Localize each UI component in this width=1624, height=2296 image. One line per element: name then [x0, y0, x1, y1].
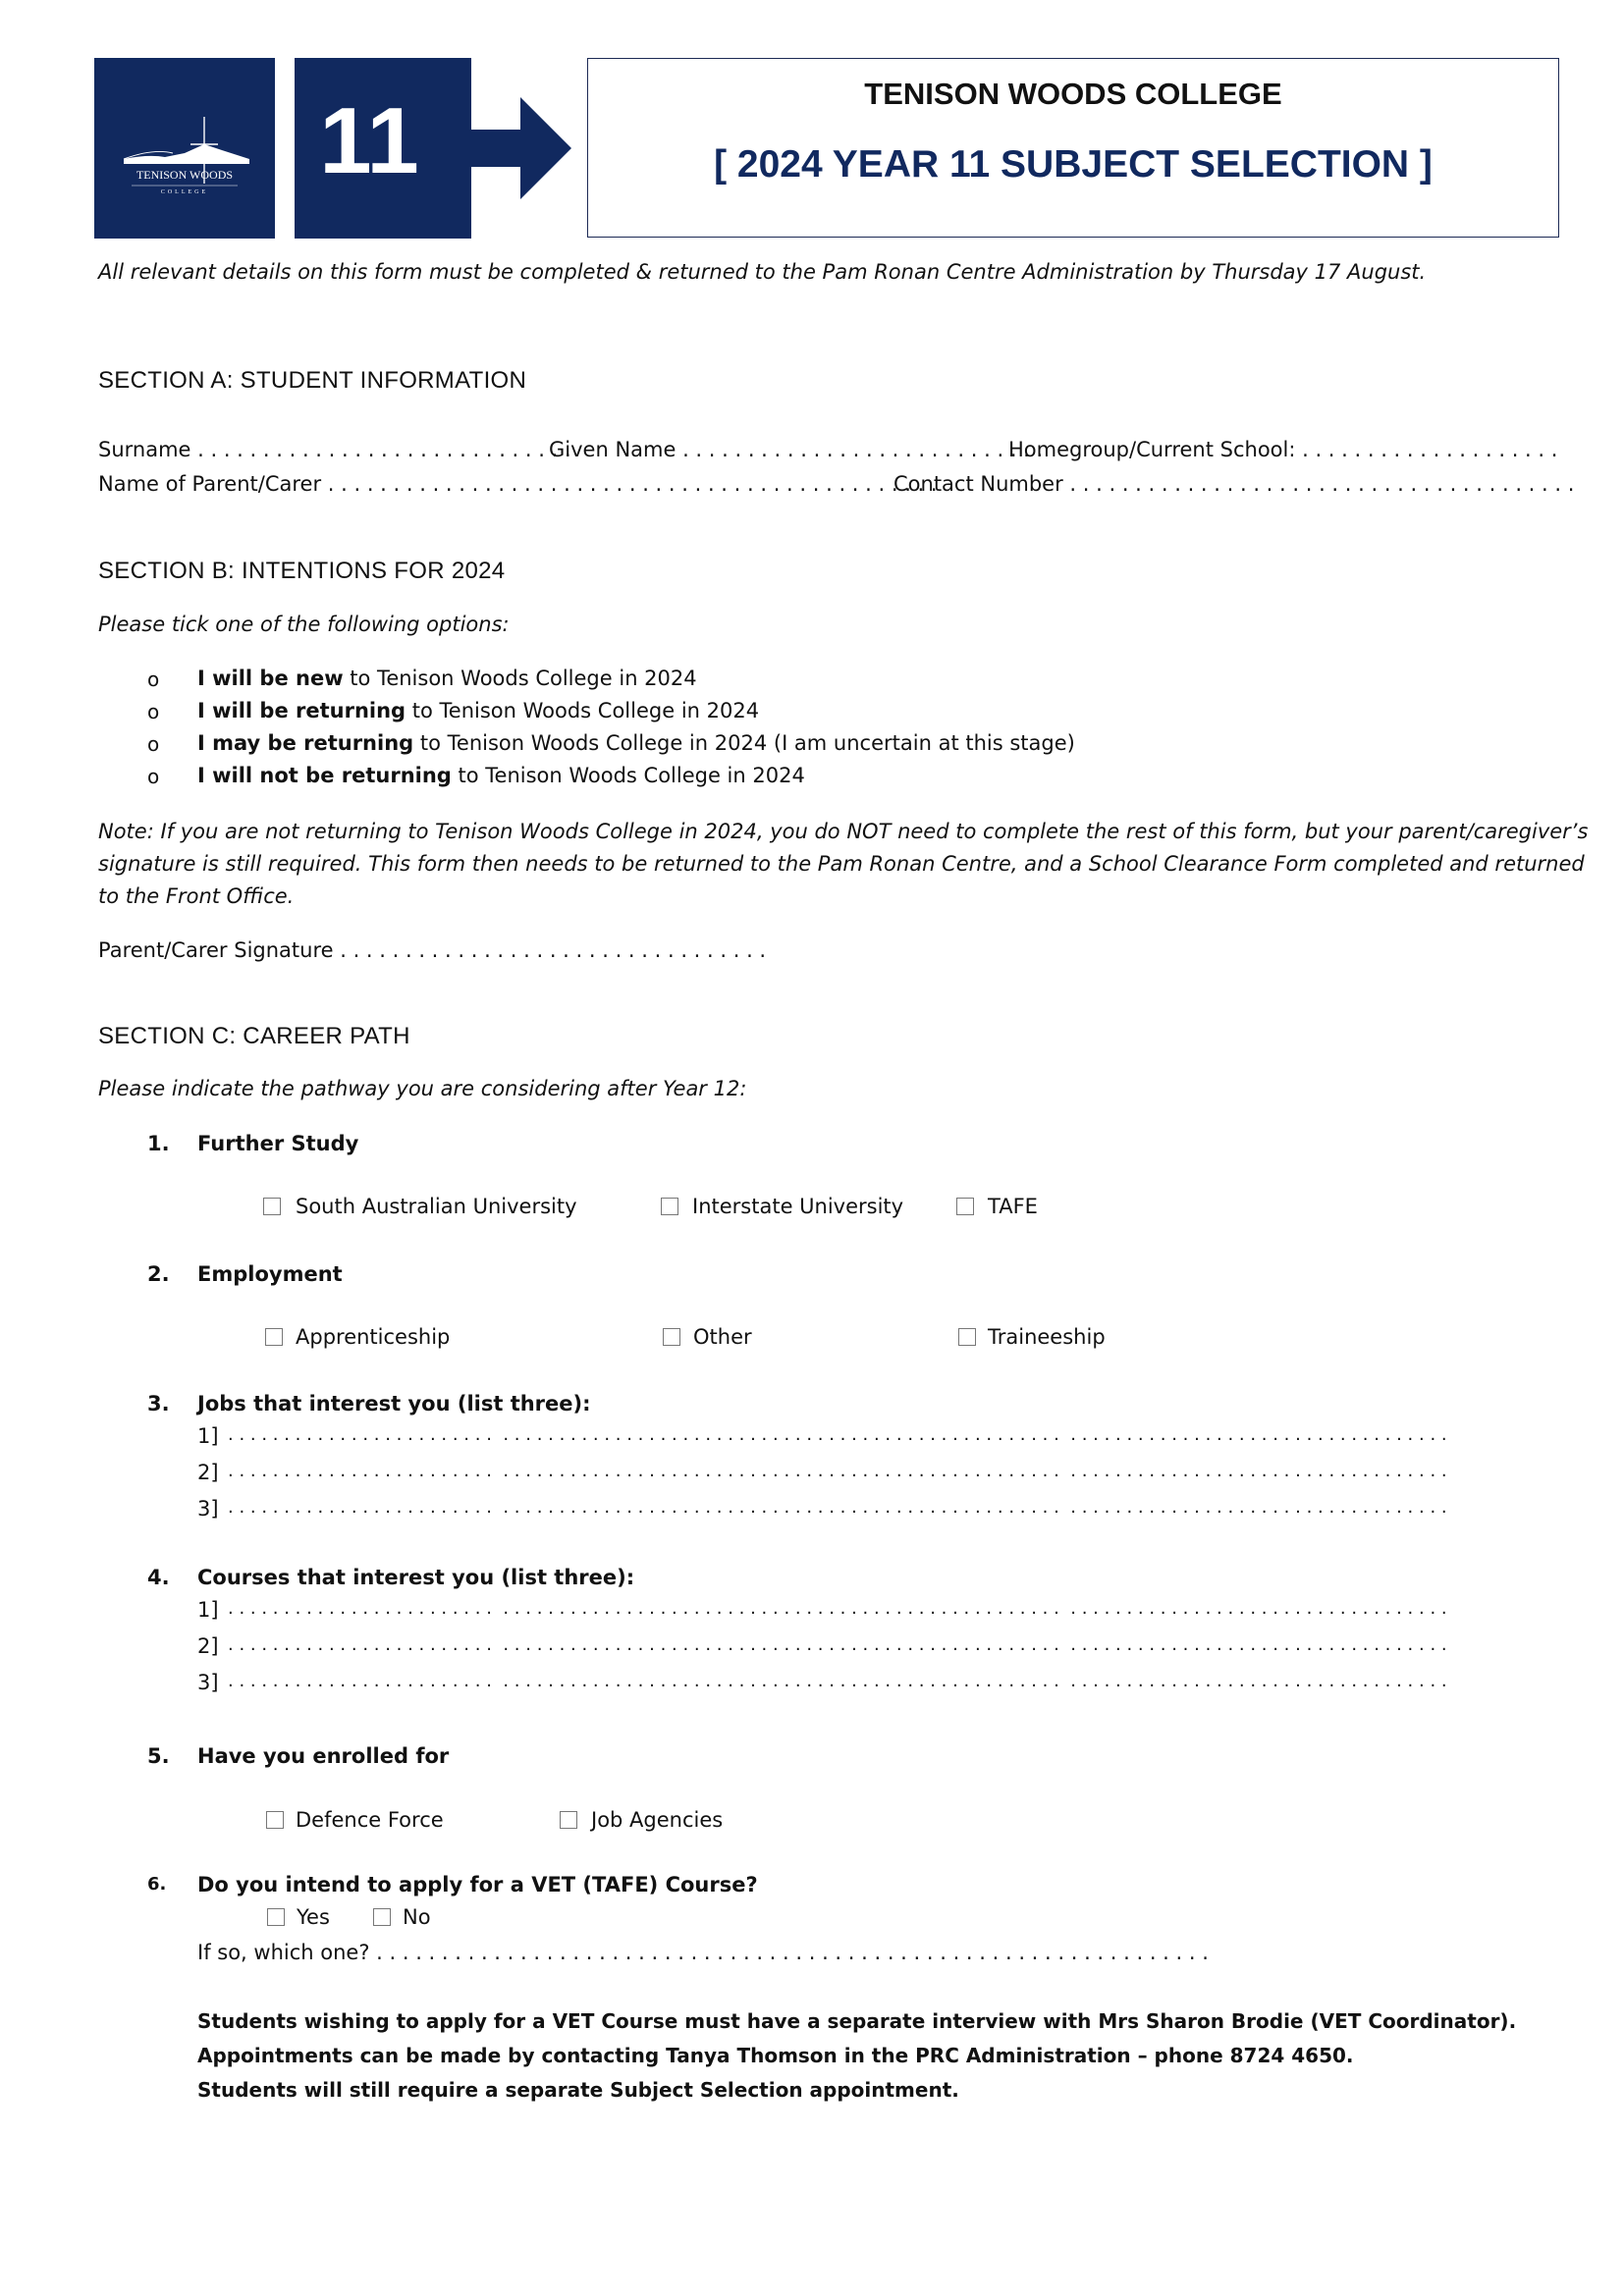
form-title: [ 2024 YEAR 11 SUBJECT SELECTION ] [714, 143, 1433, 186]
question-number: 6. [147, 1874, 167, 1895]
checkbox-label: TAFE [988, 1195, 1038, 1218]
section-a-heading: SECTION A: STUDENT INFORMATION [98, 367, 527, 394]
course-line[interactable]: . . . . . . . . . . . . . . . . . . . . . . . . . . . . . . . . . . . . . . . . . . . . . . . . . . . . . . . . . . . . . . . . . . . . . . . . . . . . . . . . . . . . . . . . . . . . . . . . . . . . . . . . . . . . [228, 1598, 1447, 1619]
parent-name-field[interactable]: Name of Parent/Carer . . . . . . . . . . . . . . . . . . . . . . . . . . . . . . . . . . . . . . . . . . . . . . . [98, 472, 938, 496]
checkbox-label: Job Agencies [591, 1808, 724, 1832]
vet-question-label: Do you intend to apply for a VET (TAFE) Course? [197, 1873, 758, 1896]
question-number: 3. [147, 1392, 170, 1415]
list-index: 2] [197, 1461, 219, 1484]
checkbox[interactable] [663, 1328, 680, 1346]
question-number: 5. [147, 1744, 170, 1768]
checkbox[interactable] [373, 1908, 391, 1926]
title-box [587, 58, 1559, 238]
question-number: 1. [147, 1132, 170, 1155]
section-b-heading: SECTION B: INTENTIONS FOR 2024 [98, 558, 506, 584]
checkbox-label: No [403, 1905, 431, 1929]
logo-text: TENISON WOODS [135, 168, 234, 182]
job-line[interactable]: . . . . . . . . . . . . . . . . . . . . . . . . . . . . . . . . . . . . . . . . . . . . . . . . . . . . . . . . . . . . . . . . . . . . . . . . . . . . . . . . . . . . . . . . . . . . . . . . . . . . . . . . . . . . [228, 1461, 1447, 1481]
option-bold: I will be new [197, 667, 344, 690]
college-name: TENISON WOODS COLLEGE [864, 77, 1282, 111]
further-study-label: Further Study [197, 1132, 359, 1155]
note-line: signature is still required. This form then needs to be returned to the Pam Ronan Centre, and a School Clearance Form completed and returned [98, 852, 1585, 876]
vet-note: Appointments can be made by contacting Tanya Thomson in the PRC Administration – phone 8724 4650. [197, 2044, 1354, 2067]
checkbox-label: South Australian University [296, 1195, 577, 1218]
option-bold: I may be returning [197, 731, 414, 755]
checkbox[interactable] [266, 1811, 284, 1829]
option-text: to Tenison Woods College in 2024 [343, 667, 697, 690]
option-bullet[interactable]: o [147, 700, 160, 723]
list-index: 1] [197, 1598, 219, 1622]
checkbox[interactable] [956, 1198, 974, 1215]
checkbox-label: Traineeship [988, 1325, 1106, 1349]
checkbox-label: Apprenticeship [296, 1325, 451, 1349]
vet-note: Students wishing to apply for a VET Course must have a separate interview with Mrs Sharon Brodie (VET Coordinator). [197, 2009, 1517, 2033]
option-not-returning [197, 764, 805, 787]
checkbox[interactable] [661, 1198, 678, 1215]
employment-label: Employment [197, 1262, 343, 1286]
enrolled-label: Have you enrolled for [197, 1744, 450, 1768]
checkbox-label: Yes [297, 1905, 330, 1929]
job-line[interactable]: . . . . . . . . . . . . . . . . . . . . . . . . . . . . . . . . . . . . . . . . . . . . . . . . . . . . . . . . . . . . . . . . . . . . . . . . . . . . . . . . . . . . . . . . . . . . . . . . . . . . . . . . . . . . [228, 1424, 1447, 1445]
checkbox-label: Defence Force [296, 1808, 444, 1832]
vet-course-field[interactable]: If so, which one? . . . . . . . . . . . . . . . . . . . . . . . . . . . . . . . . . . . . . . . . . . . . . . . . . . . . . . . . . . . . . . . . [197, 1941, 1209, 1964]
option-bullet[interactable]: o [147, 732, 160, 756]
course-line[interactable]: . . . . . . . . . . . . . . . . . . . . . . . . . . . . . . . . . . . . . . . . . . . . . . . . . . . . . . . . . . . . . . . . . . . . . . . . . . . . . . . . . . . . . . . . . . . . . . . . . . . . . . . . . . . . [228, 1671, 1447, 1691]
parent-signature-field[interactable]: Parent/Carer Signature . . . . . . . . . . . . . . . . . . . . . . . . . . . . . . . . . [98, 938, 767, 962]
option-text: to Tenison Woods College in 2024 [406, 699, 760, 722]
checkbox[interactable] [265, 1328, 283, 1346]
checkbox[interactable] [263, 1198, 281, 1215]
homegroup-field[interactable]: Homegroup/Current School: . . . . . . . . . . . . . . . . . . . . [1008, 438, 1558, 461]
note-line: Note: If you are not returning to Tenison Woods College in 2024, you do NOT need to complete the rest of this form, but your parent/caregiver’s [98, 820, 1589, 843]
checkbox[interactable] [560, 1811, 577, 1829]
list-index: 1] [197, 1424, 219, 1448]
list-index: 3] [197, 1497, 219, 1521]
option-bullet[interactable]: o [147, 765, 160, 788]
logo-subtext: COLLEGE [160, 189, 209, 195]
vet-note: Students will still require a separate Subject Selection appointment. [197, 2078, 959, 2102]
intro-text: All relevant details on this form must be completed & returned to the Pam Ronan Centre Administration by Thursday 17 August. [98, 260, 1427, 284]
section-c-instruction: Please indicate the pathway you are considering after Year 12: [98, 1077, 747, 1100]
jobs-label: Jobs that interest you (list three): [197, 1392, 591, 1415]
surname-field[interactable]: Surname . . . . . . . . . . . . . . . . . . . . . . . . . . . . . [98, 438, 571, 461]
list-index: 3] [197, 1671, 219, 1694]
courses-label: Courses that interest you (list three): [197, 1566, 635, 1589]
list-index: 2] [197, 1634, 219, 1658]
option-bullet[interactable]: o [147, 667, 160, 691]
option-text: to Tenison Woods College in 2024 (I am uncertain at this stage) [413, 731, 1075, 755]
given-name-field[interactable]: Given Name . . . . . . . . . . . . . . . . . . . . . . . . . . . . [549, 438, 1044, 461]
question-number: 2. [147, 1262, 170, 1286]
question-number: 4. [147, 1566, 170, 1589]
college-logo [94, 58, 275, 239]
option-text: to Tenison Woods College in 2024 [451, 764, 805, 787]
option-bold: I will not be returning [197, 764, 452, 787]
section-c-heading: SECTION C: CAREER PATH [98, 1023, 410, 1049]
year-badge [295, 58, 471, 239]
option-new [197, 667, 697, 690]
contact-number-field[interactable]: Contact Number . . . . . . . . . . . . . . . . . . . . . . . . . . . . . . . . . . . . . . . [893, 472, 1575, 496]
option-bold: I will be returning [197, 699, 406, 722]
year-number: 11 [319, 88, 419, 193]
arrow-right-icon [469, 97, 571, 199]
checkbox-label: Interstate University [692, 1195, 904, 1218]
option-returning [197, 699, 759, 722]
section-b-instruction: Please tick one of the following options: [98, 613, 510, 636]
note-line: to the Front Office. [98, 884, 295, 908]
checkbox-label: Other [693, 1325, 752, 1349]
checkbox[interactable] [958, 1328, 976, 1346]
option-may-return [197, 731, 1075, 755]
course-line[interactable]: . . . . . . . . . . . . . . . . . . . . . . . . . . . . . . . . . . . . . . . . . . . . . . . . . . . . . . . . . . . . . . . . . . . . . . . . . . . . . . . . . . . . . . . . . . . . . . . . . . . . . . . . . . . . [228, 1634, 1447, 1655]
checkbox[interactable] [267, 1908, 285, 1926]
job-line[interactable]: . . . . . . . . . . . . . . . . . . . . . . . . . . . . . . . . . . . . . . . . . . . . . . . . . . . . . . . . . . . . . . . . . . . . . . . . . . . . . . . . . . . . . . . . . . . . . . . . . . . . . . . . . . . . [228, 1497, 1447, 1518]
